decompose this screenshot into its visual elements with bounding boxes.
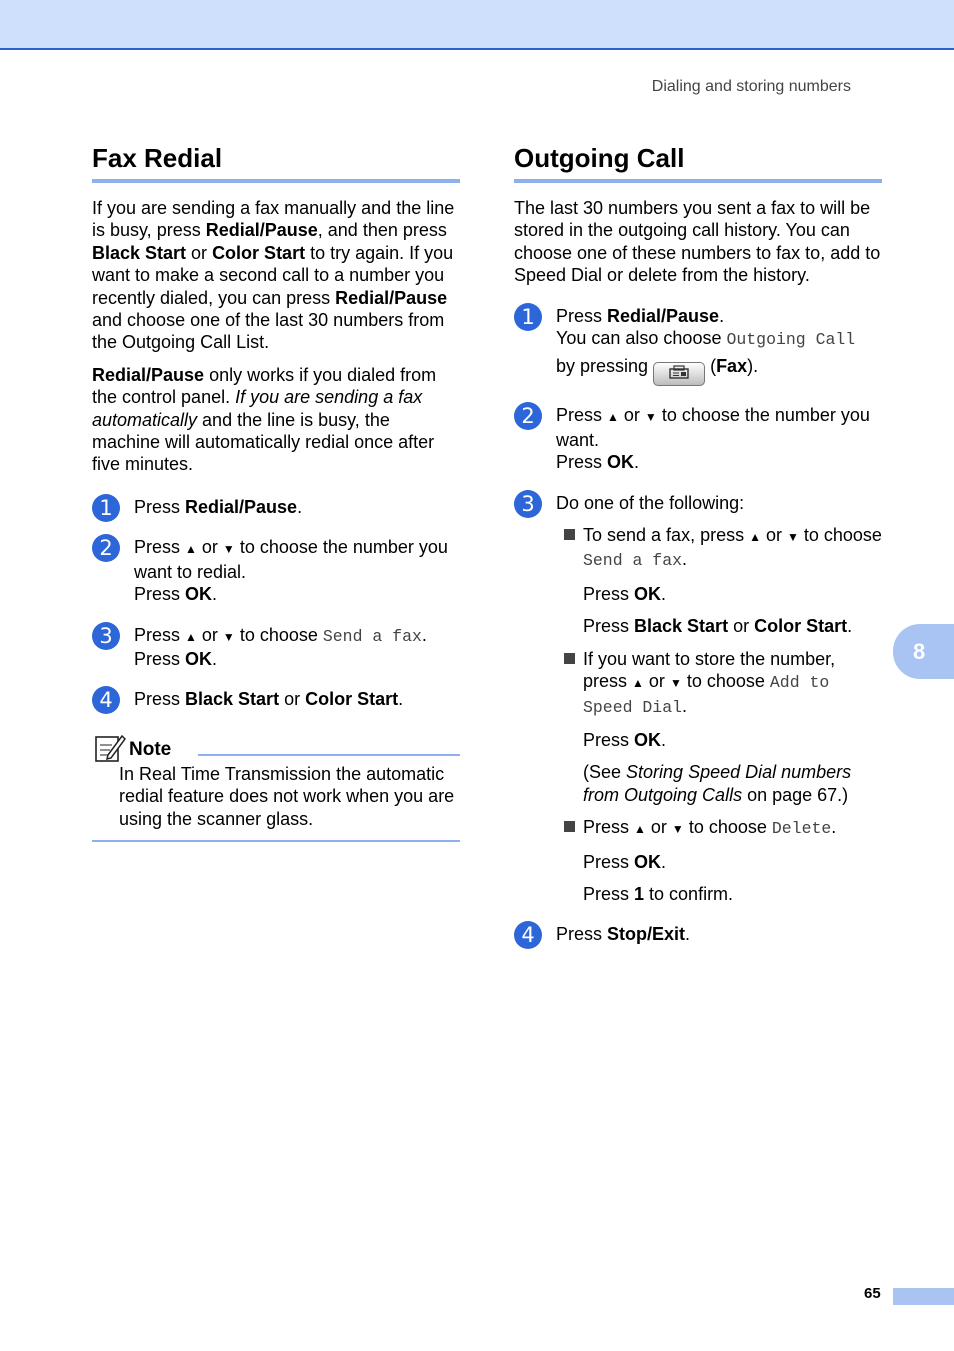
- key-name: Redial/Pause: [205, 220, 318, 241]
- outgoing-call-section: [514, 140, 882, 964]
- cross-reference: [583, 761, 882, 806]
- page-number: 65: [864, 1285, 881, 1302]
- key-name: OK: [634, 729, 662, 750]
- text: (See: [583, 762, 627, 783]
- text: .: [661, 583, 667, 604]
- step-number-badge: 3: [514, 490, 542, 518]
- text: If you are sending a fax manually and the line is busy, press: [92, 198, 455, 241]
- text: to choose: [234, 624, 323, 645]
- key-name: OK: [185, 584, 213, 605]
- text: Press: [134, 689, 186, 710]
- text: [583, 648, 882, 719]
- fax-redial-intro: [92, 197, 460, 354]
- menu-option: Outgoing Call: [726, 330, 856, 350]
- text: , and then press: [317, 220, 447, 241]
- text: .: [682, 695, 688, 716]
- text: or: [196, 624, 223, 645]
- key-name: Redial/Pause: [92, 364, 205, 385]
- text: Press: [556, 305, 608, 326]
- text: Press: [583, 616, 635, 637]
- down-arrow-icon: ▼: [644, 410, 657, 425]
- text: ).: [747, 356, 759, 377]
- text: or: [728, 616, 755, 637]
- step-4: [514, 923, 882, 948]
- text: to choose the number you want to redial.: [134, 537, 448, 582]
- page-number-bar: [893, 1288, 954, 1305]
- key-name: Black Start: [92, 242, 187, 263]
- text: .: [685, 924, 691, 945]
- text: Press: [583, 883, 635, 904]
- top-header-band: [0, 0, 954, 50]
- down-arrow-icon: ▼: [222, 542, 235, 557]
- text: If you want to store the number, press: [583, 648, 836, 692]
- text: Press: [134, 537, 186, 558]
- option-delete: [556, 816, 882, 905]
- text: .: [847, 616, 853, 637]
- text: Press: [556, 452, 608, 473]
- step-2: [92, 536, 460, 605]
- up-arrow-icon: ▲: [632, 676, 644, 691]
- text: Press: [556, 924, 608, 945]
- running-title: Dialing and storing numbers: [651, 78, 851, 95]
- down-arrow-icon: ▼: [787, 530, 799, 545]
- text: Press: [583, 817, 635, 838]
- key-name: Fax: [716, 356, 748, 377]
- text: or: [618, 405, 645, 426]
- step-3: [514, 492, 882, 906]
- text: To send a fax, press: [583, 525, 750, 546]
- text: Press: [556, 405, 608, 426]
- step-number-badge: 2: [514, 402, 542, 430]
- step-3: [92, 624, 460, 671]
- text: Press: [583, 583, 635, 604]
- text: .: [831, 817, 837, 838]
- text: .: [212, 648, 218, 669]
- key-name: OK: [634, 583, 662, 604]
- text: to try again. If you want to make a second call to a number you recently dialed, you can press: [92, 242, 454, 308]
- outgoing-call-intro: The last 30 numbers you sent a fax to will be stored in the outgoing call history. You can choose one of these numbers to fax to, add to Speed Dial or delete from the history.: [514, 198, 881, 286]
- text: to choose: [683, 817, 772, 838]
- step-number-badge: 1: [92, 494, 120, 522]
- text: Press: [134, 648, 186, 669]
- key-name: 1: [634, 883, 645, 904]
- text: and choose one of the last 30 numbers from the Outgoing Call List.: [92, 310, 445, 353]
- text: [583, 851, 882, 873]
- text: .: [682, 549, 688, 570]
- down-arrow-icon: ▼: [669, 676, 682, 691]
- text: [583, 524, 882, 573]
- text: .: [398, 689, 404, 710]
- text: [583, 615, 882, 637]
- cross-reference-link[interactable]: Storing Speed Dial numbers from Outgoing Calls: [583, 762, 852, 805]
- step-number-badge: 3: [92, 622, 120, 650]
- key-name: Redial/Pause: [185, 496, 298, 517]
- bullet-square-icon: [564, 821, 575, 832]
- menu-option: Send a fax: [583, 551, 683, 571]
- text: .: [421, 624, 427, 645]
- text: on page 67.): [742, 784, 849, 805]
- up-arrow-icon: ▲: [185, 542, 197, 557]
- text: to choose: [681, 671, 770, 692]
- option-store-number: [556, 648, 882, 806]
- note-header: [92, 733, 460, 763]
- text: [583, 729, 882, 751]
- fax-redial-section: [92, 140, 460, 842]
- text: or: [279, 689, 306, 710]
- menu-option: Add to Speed Dial: [583, 673, 830, 717]
- bullet-square-icon: [564, 529, 575, 540]
- text: by pressing: [556, 356, 654, 377]
- note-title: Note: [129, 738, 172, 760]
- text: .: [661, 729, 667, 750]
- key-name: Redial/Pause: [607, 305, 720, 326]
- text: to choose: [798, 525, 882, 546]
- step-number-badge: 1: [514, 303, 542, 331]
- step-number-badge: 4: [92, 686, 120, 714]
- text: Press: [583, 729, 635, 750]
- text: .: [297, 496, 303, 517]
- text: You can also choose: [556, 328, 727, 349]
- chapter-tab: 8: [893, 624, 954, 679]
- note-text: In Real Time Transmission the automatic redial feature does not work when you are using the scanner glass.: [119, 763, 455, 829]
- text: only works if you dialed from the control panel.: [92, 364, 437, 408]
- emphasis: If you are sending a fax automatically: [92, 387, 423, 430]
- key-name: Stop/Exit: [607, 924, 686, 945]
- up-arrow-icon: ▲: [185, 629, 197, 644]
- text: or: [196, 537, 223, 558]
- text: or: [645, 817, 672, 838]
- text: and the line is busy, the machine will automatically redial once after five minutes.: [92, 409, 435, 475]
- text: Press: [134, 624, 186, 645]
- text: Press: [134, 496, 186, 517]
- down-arrow-icon: ▼: [222, 629, 235, 644]
- key-name: OK: [185, 648, 213, 669]
- text: .: [634, 452, 640, 473]
- fax-redial-detail: [92, 364, 460, 476]
- text: or: [186, 242, 213, 263]
- step-number-badge: 2: [92, 534, 120, 562]
- text: or: [760, 525, 787, 546]
- menu-option: Delete: [771, 819, 832, 839]
- key-name: Black Start: [185, 689, 280, 710]
- text: .: [719, 305, 725, 326]
- text: to confirm.: [644, 883, 734, 904]
- text: to choose the number you want.: [556, 405, 870, 450]
- key-name: Color Start: [212, 242, 306, 263]
- up-arrow-icon: ▲: [634, 822, 646, 837]
- fax-key-icon: [653, 362, 705, 386]
- text: or: [643, 671, 670, 692]
- key-name: OK: [607, 452, 635, 473]
- text: [583, 583, 882, 605]
- step-1: [92, 496, 460, 518]
- text: [583, 816, 882, 840]
- note-box: [92, 733, 460, 842]
- note-pencil-icon: [94, 733, 126, 763]
- outgoing-call-heading: Outgoing Call: [514, 140, 882, 183]
- text: Press: [583, 851, 635, 872]
- text: (: [705, 356, 717, 377]
- key-name: Redial/Pause: [335, 287, 448, 308]
- step-1: [514, 305, 882, 387]
- text: [583, 883, 882, 905]
- key-name: Black Start: [634, 616, 729, 637]
- note-rule: [198, 754, 460, 756]
- fax-redial-heading: Fax Redial: [92, 140, 460, 183]
- key-name: Color Start: [305, 689, 399, 710]
- step-number-badge: 4: [514, 921, 542, 949]
- step-2: [514, 404, 882, 473]
- step-4: [92, 688, 460, 713]
- bullet-square-icon: [564, 653, 575, 664]
- text: Press: [134, 584, 186, 605]
- down-arrow-icon: ▼: [671, 822, 684, 837]
- up-arrow-icon: ▲: [607, 410, 619, 425]
- key-name: OK: [634, 851, 662, 872]
- key-name: Color Start: [754, 616, 848, 637]
- step-3-lead: Do one of the following:: [556, 492, 745, 513]
- text: .: [212, 584, 218, 605]
- text: .: [661, 851, 667, 872]
- menu-option: Send a fax: [322, 626, 422, 646]
- up-arrow-icon: ▲: [749, 530, 761, 545]
- option-send-fax: [556, 524, 882, 638]
